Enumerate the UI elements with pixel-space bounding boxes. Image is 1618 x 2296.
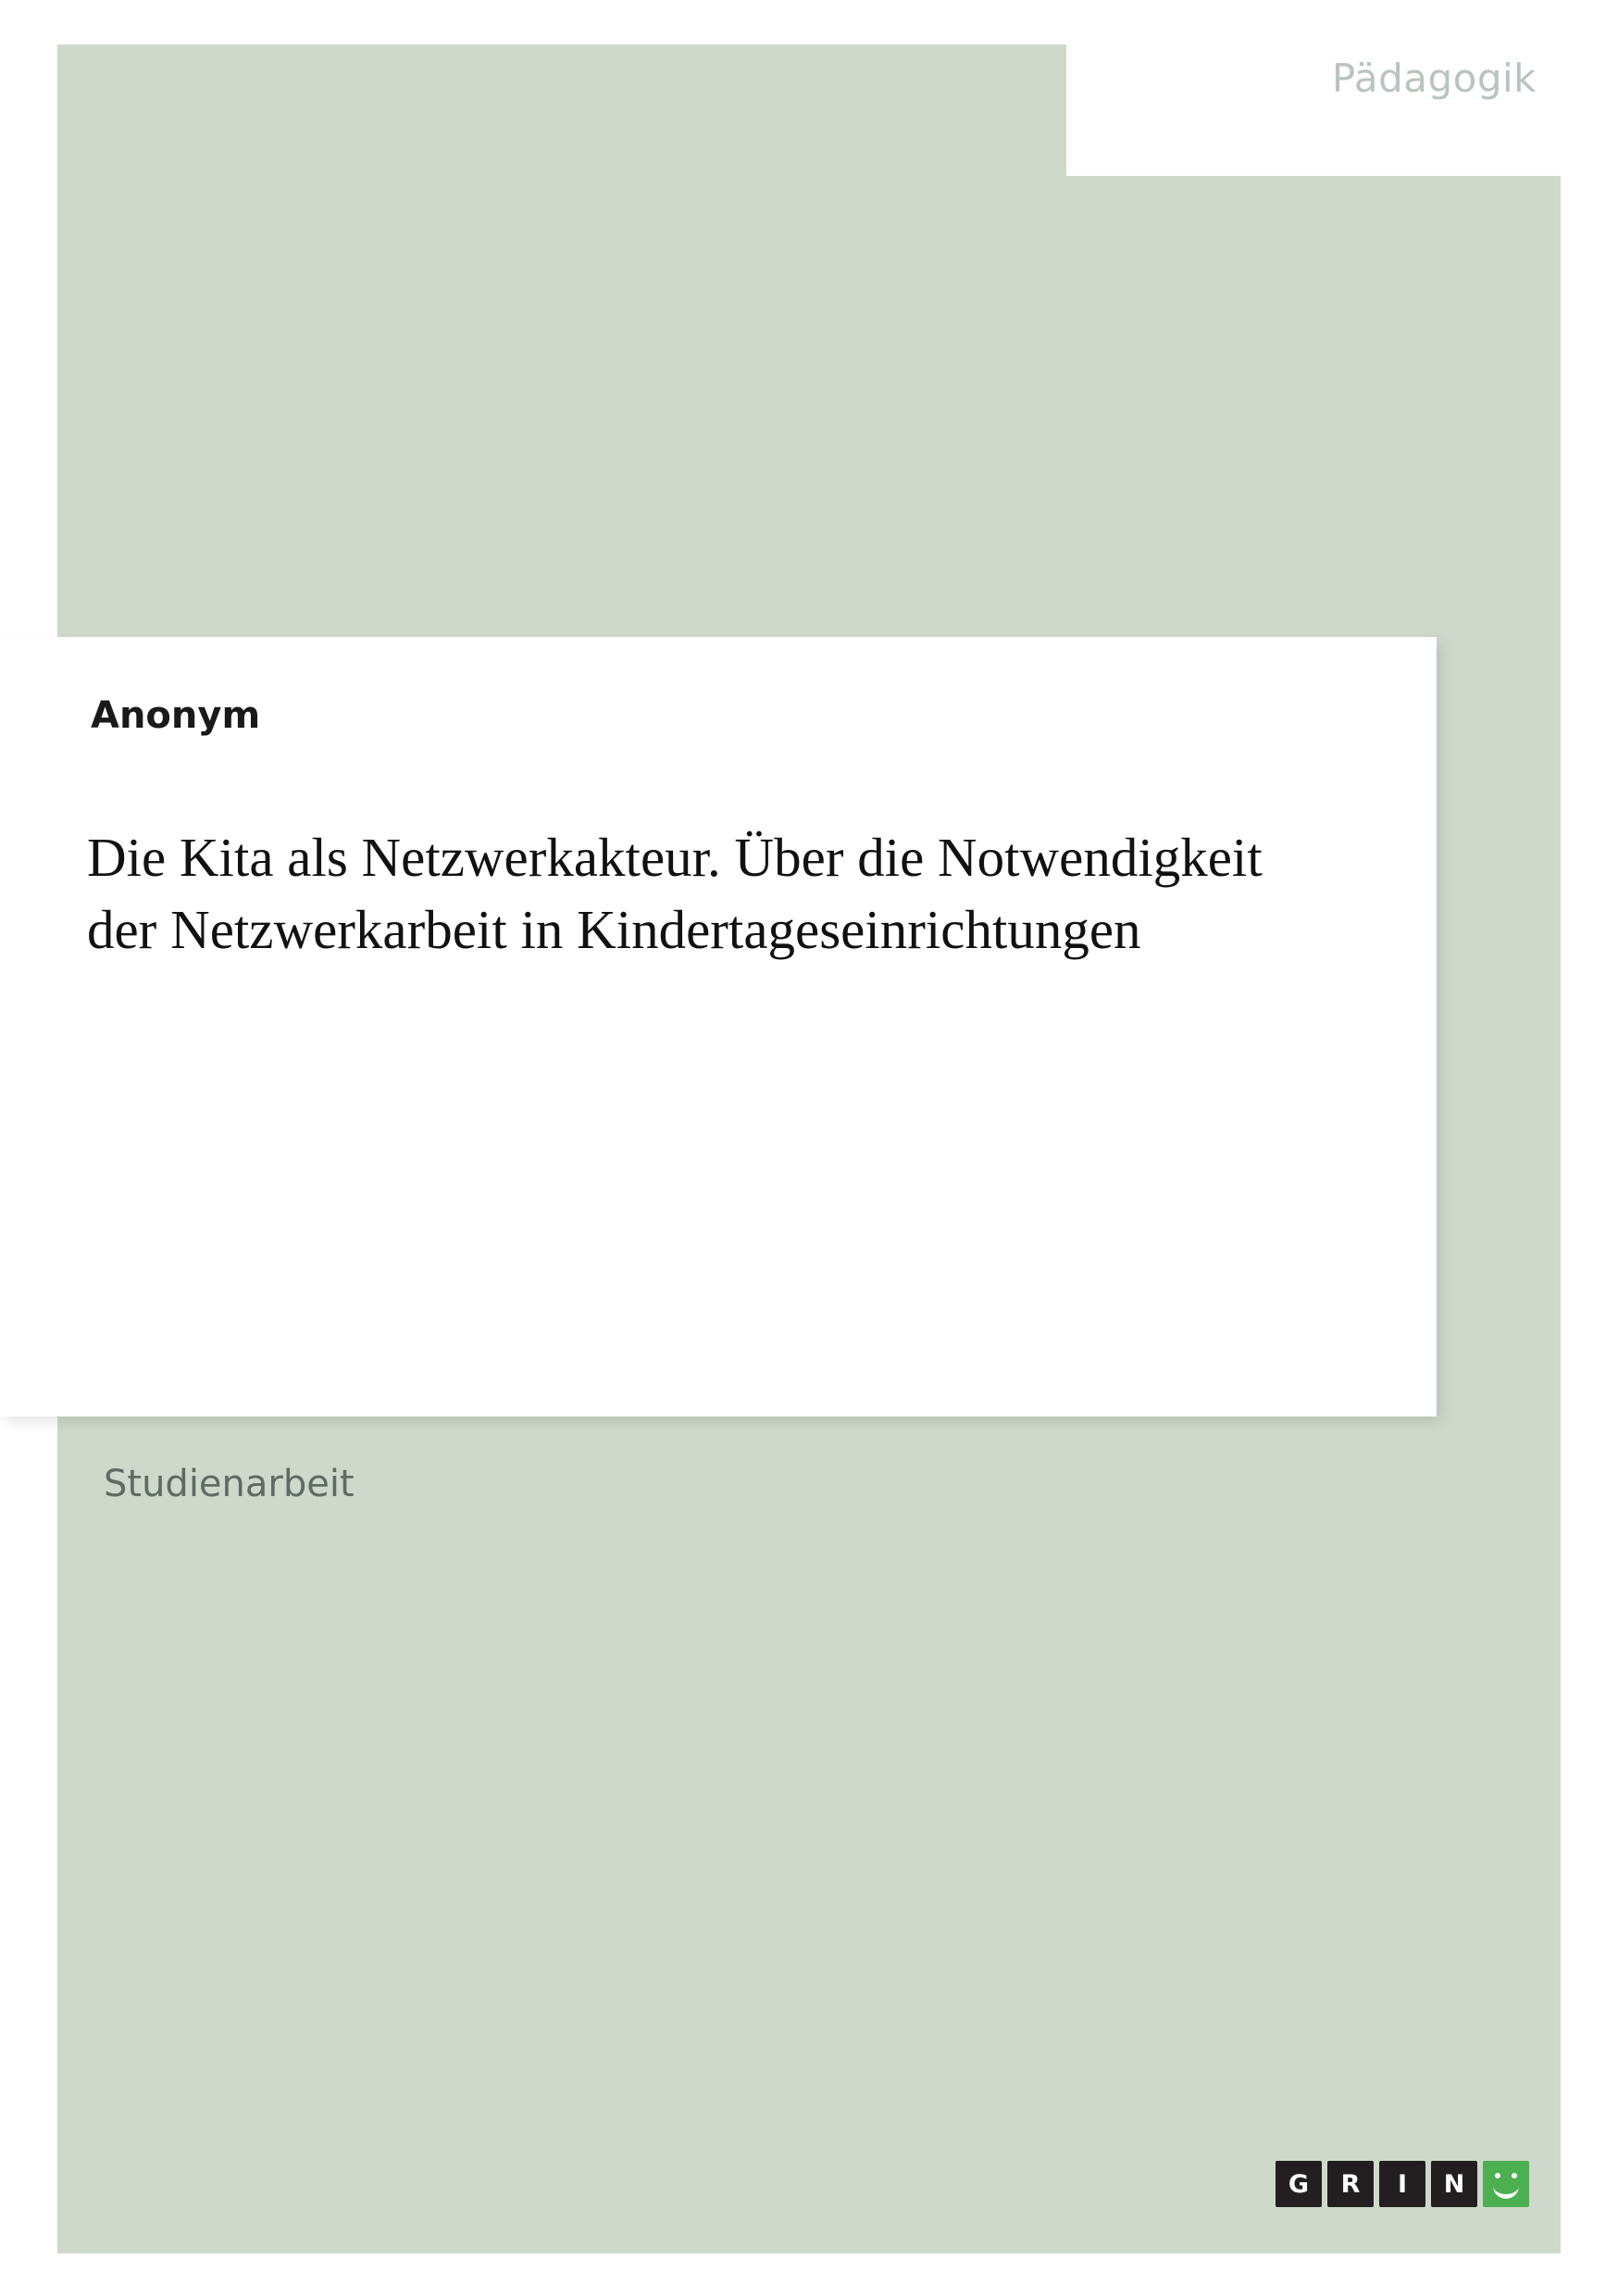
subject-label: Pädagogik [1331,56,1537,101]
document-type-label: Studienarbeit [104,1463,355,1505]
grin-logo [1276,2161,1529,2207]
smiley-icon [1483,2161,1529,2207]
author-name: Anonym [91,694,261,737]
logo-letter-g: G [1276,2161,1322,2207]
page-title: Die Kita als Netzwerkakteur. Über die Notwendigkeit der Netzwerkarbeit in Kindertageseinrichtungen [87,827,1263,960]
logo-letter-r: R [1327,2161,1374,2207]
logo-letter-n: N [1431,2161,1477,2207]
title-card [0,637,1437,1416]
logo-letter-i: I [1379,2161,1425,2207]
